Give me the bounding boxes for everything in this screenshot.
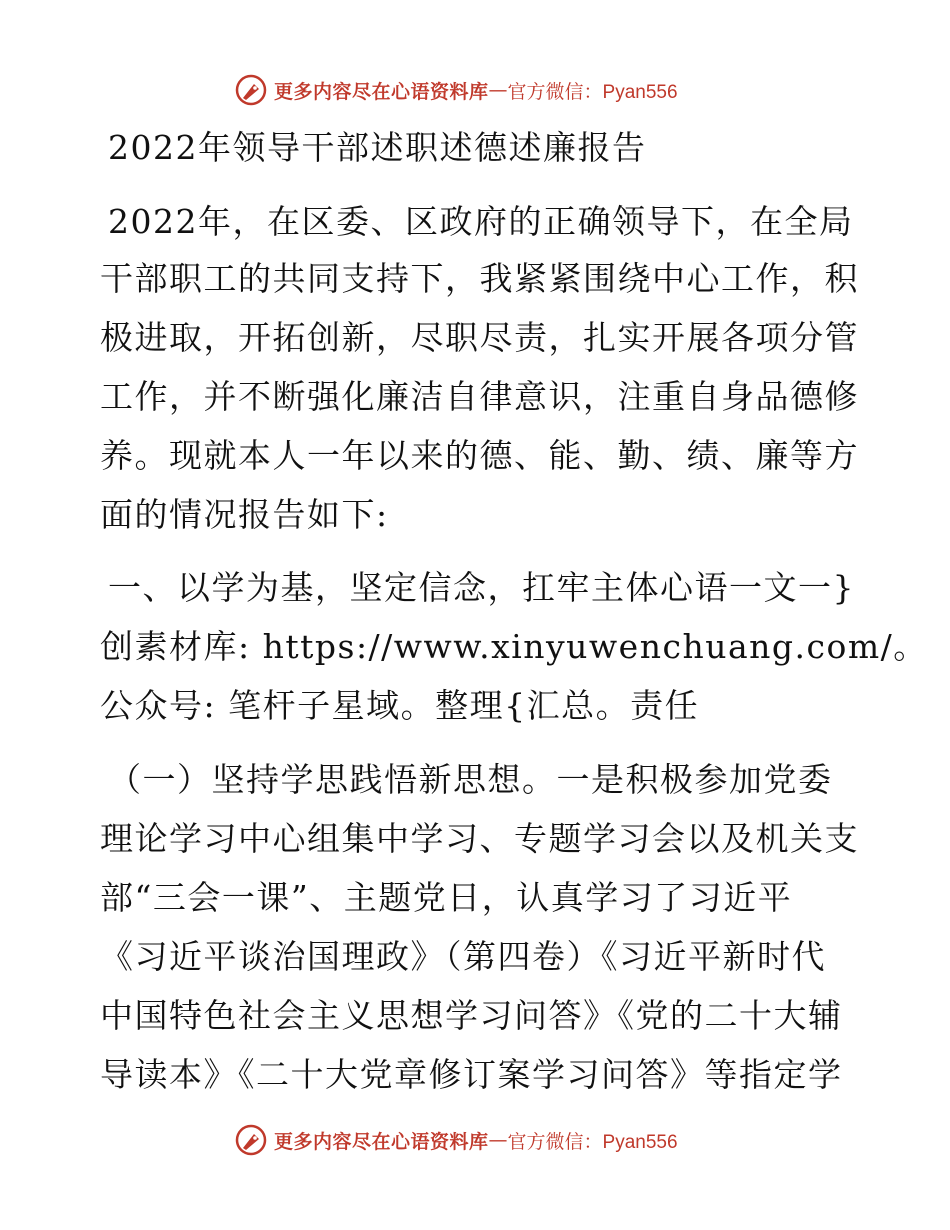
paragraph-line: 干部职工的共同支持下，我紧紧围绕中心工作，积 — [100, 259, 859, 298]
paragraph-line: 养。现就本人一年以来的德、能、勤、绩、廉等方 — [100, 436, 859, 475]
paragraph-line: 导读本》《二十大党章修订案学习问答》等指定学 — [100, 1055, 843, 1094]
paragraph-line: 《习近平谈治国理政》（第四卷）《习近平新时代 — [100, 937, 826, 976]
watermark-footer — [234, 1122, 678, 1158]
watermark-contact: 官方微信：Pyan556 — [507, 81, 678, 103]
pen-nib-logo-icon — [234, 1123, 268, 1157]
watermark-dash: — — [488, 1129, 508, 1151]
paragraph-line: （一）坚持学思践悟新思想。一是积极参加党委 — [108, 760, 833, 799]
paragraph-line: 中国特色社会主义思想学习问答》《党的二十大辅 — [100, 996, 843, 1035]
section-heading-line: 公众号: 笔杆子星域。整理{汇总。责任 — [100, 686, 700, 725]
paragraph-line: 理论学习中心组集中学习、专题学习会以及机关支 — [100, 819, 859, 858]
paragraph-line: 极进取，开拓创新，尽职尽责，扎实开展各项分管 — [100, 318, 859, 357]
watermark-contact: 官方微信：Pyan556 — [507, 1131, 678, 1153]
section-heading-line: 创素材库: https://www.xinyuwenchuang.com/。 — [100, 627, 928, 666]
paragraph-line: 工作，并不断强化廉洁自律意识，注重自身品德修 — [100, 377, 859, 416]
watermark-dash: — — [488, 79, 508, 101]
paragraph-line: 部“三会一课”、主题党日，认真学习了习近平 — [100, 878, 793, 917]
paragraph-line: 面的情况报告如下: — [100, 495, 389, 534]
watermark-text: 更多内容尽在心语资料库 — [274, 1130, 489, 1153]
paragraph-line: 2022年，在区委、区政府的正确领导下，在全局 — [108, 202, 854, 241]
watermark-text: 更多内容尽在心语资料库 — [274, 80, 489, 103]
pen-nib-logo-icon — [234, 73, 268, 107]
watermark-header — [234, 72, 678, 108]
document-title: 2022年领导干部述职述德述廉报告 — [108, 128, 647, 167]
section-heading-line: 一、以学为基，坚定信念，扛牢主体心语一文一} — [108, 568, 855, 607]
